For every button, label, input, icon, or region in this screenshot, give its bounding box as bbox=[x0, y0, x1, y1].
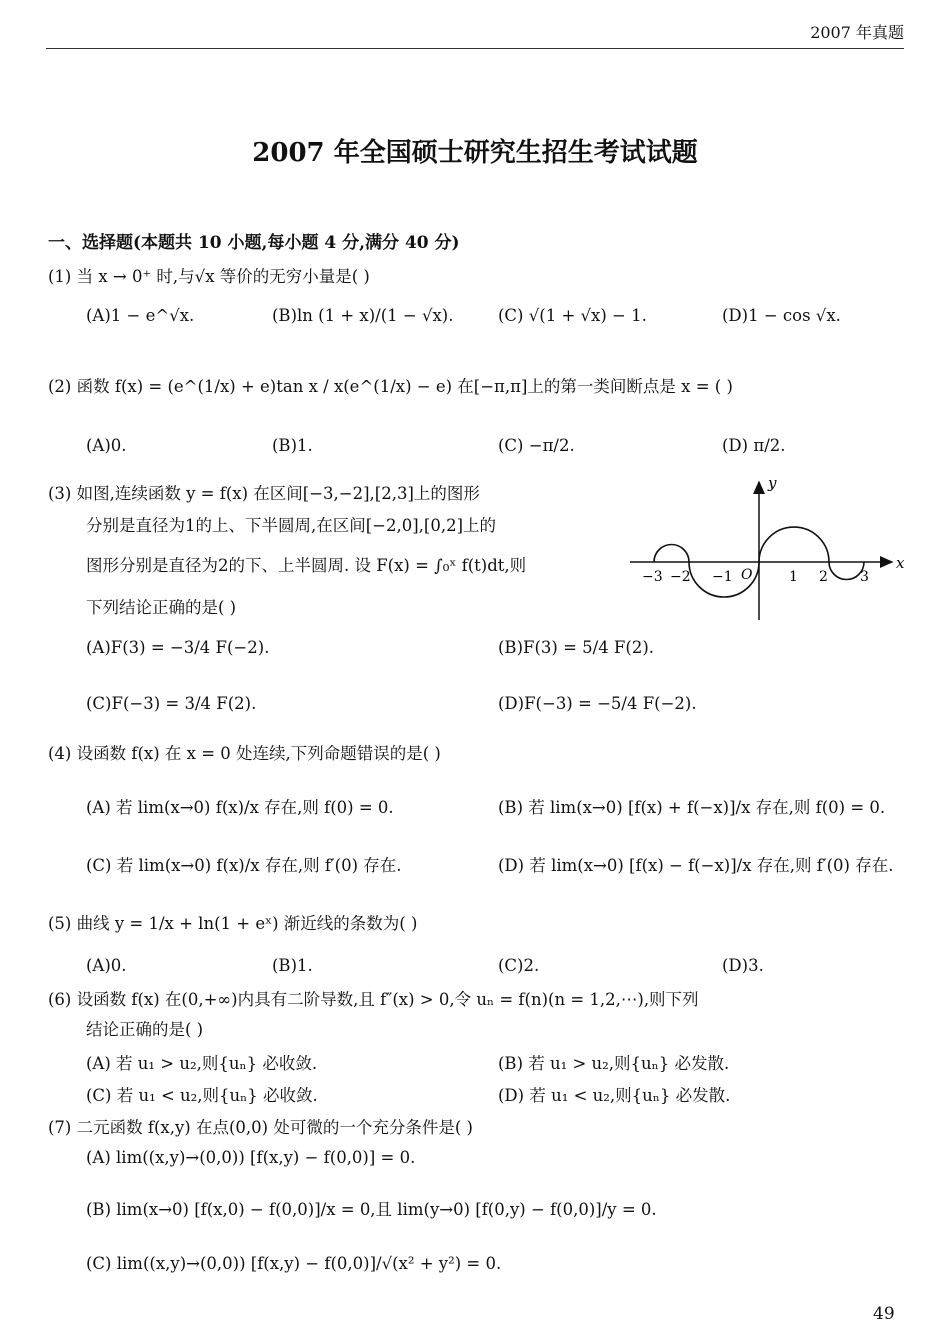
q4-option-a: (A) 若 lim(x→0) f(x)/x 存在,则 f(0) = 0. bbox=[86, 798, 394, 817]
tick-label: 2 bbox=[819, 569, 828, 585]
curve-upper-semicircle-right bbox=[759, 527, 829, 562]
q1-option-a: (A)1 − e^√x. bbox=[86, 306, 195, 325]
y-axis-label: y bbox=[768, 474, 777, 492]
question-1-stem: (1) 当 x → 0⁺ 时,与√x 等价的无穷小量是( ) bbox=[48, 267, 370, 286]
q3-option-d: (D)F(−3) = −5/4 F(−2). bbox=[498, 694, 697, 713]
running-header: 2007 年真题 bbox=[810, 23, 904, 42]
q3-option-a: (A)F(3) = −3/4 F(−2). bbox=[86, 638, 270, 657]
question-5-stem: (5) 曲线 y = 1/x + ln(1 + eˣ) 渐近线的条数为( ) bbox=[48, 914, 418, 933]
question-3-line2: 分别是直径为1的上、下半圆周,在区间[−2,0],[0,2]上的 bbox=[86, 516, 497, 535]
page-number: 49 bbox=[873, 1304, 895, 1324]
q3-option-b: (B)F(3) = 5/4 F(2). bbox=[498, 638, 655, 657]
q2-option-c: (C) −π/2. bbox=[498, 436, 575, 455]
q3-option-c: (C)F(−3) = 3/4 F(2). bbox=[86, 694, 257, 713]
question-6-line1: (6) 设函数 f(x) 在(0,+∞)内具有二阶导数,且 f″(x) > 0,令 uₙ = f(n)(n = 1,2,⋯),则下列 bbox=[48, 990, 699, 1009]
origin-label: O bbox=[741, 567, 753, 583]
q2-option-a: (A)0. bbox=[86, 436, 127, 455]
q3-function-graph bbox=[620, 470, 910, 625]
q7-option-b: (B) lim(x→0) [f(x,0) − f(0,0)]/x = 0,且 lim(y→0) [f(0,y) − f(0,0)]/y = 0. bbox=[86, 1200, 657, 1219]
x-axis-label: x bbox=[896, 554, 905, 572]
q7-option-a: (A) lim((x,y)→(0,0)) [f(x,y) − f(0,0)] = 0. bbox=[86, 1148, 416, 1167]
q2-option-d: (D) π/2. bbox=[722, 436, 786, 455]
q5-option-c: (C)2. bbox=[498, 956, 540, 975]
q1-option-c: (C) √(1 + √x) − 1. bbox=[498, 306, 647, 325]
tick-label: 3 bbox=[860, 569, 869, 585]
question-4-stem: (4) 设函数 f(x) 在 x = 0 处连续,下列命题错误的是( ) bbox=[48, 744, 441, 763]
q5-option-d: (D)3. bbox=[722, 956, 764, 975]
q6-option-c: (C) 若 u₁ < u₂,则{uₙ} 必收敛. bbox=[86, 1086, 318, 1105]
tick-label: 1 bbox=[789, 569, 798, 585]
q7-option-c: (C) lim((x,y)→(0,0)) [f(x,y) − f(0,0)]/√(x² + y²) = 0. bbox=[86, 1254, 502, 1273]
curve-lower-semicircle-right bbox=[829, 562, 864, 580]
header-rule bbox=[46, 48, 904, 49]
q5-option-a: (A)0. bbox=[86, 956, 127, 975]
q1-option-d: (D)1 − cos √x. bbox=[722, 306, 841, 325]
q4-option-c: (C) 若 lim(x→0) f(x)/x 存在,则 f′(0) 存在. bbox=[86, 856, 402, 875]
tick-label: −1 bbox=[712, 569, 733, 585]
curve-upper-semicircle-left bbox=[654, 545, 689, 563]
question-6-line2: 结论正确的是( ) bbox=[86, 1020, 204, 1039]
tick-label: −3 bbox=[642, 569, 663, 585]
question-2-stem: (2) 函数 f(x) = (e^(1/x) + e)tan x / x(e^(1/x) − e) 在[−π,π]上的第一类间断点是 x = ( ) bbox=[48, 377, 733, 396]
question-3-line1: (3) 如图,连续函数 y = f(x) 在区间[−3,−2],[2,3]上的图形 bbox=[48, 484, 480, 503]
q6-option-d: (D) 若 u₁ < u₂,则{uₙ} 必发散. bbox=[498, 1086, 731, 1105]
q6-option-b: (B) 若 u₁ > u₂,则{uₙ} 必发散. bbox=[498, 1054, 730, 1073]
question-7-stem: (7) 二元函数 f(x,y) 在点(0,0) 处可微的一个充分条件是( ) bbox=[48, 1118, 473, 1137]
q5-option-b: (B)1. bbox=[272, 956, 313, 975]
q6-option-a: (A) 若 u₁ > u₂,则{uₙ} 必收敛. bbox=[86, 1054, 318, 1073]
question-3-line3: 图形分别是直径为2的下、上半圆周. 设 F(x) = ∫₀ˣ f(t)dt,则 bbox=[86, 556, 527, 575]
q1-option-b: (B)ln (1 + x)/(1 − √x). bbox=[272, 306, 454, 325]
page-title: 2007 年全国硕士研究生招生考试试题 bbox=[252, 138, 698, 168]
tick-label: −2 bbox=[670, 569, 691, 585]
question-3-line4: 下列结论正确的是( ) bbox=[86, 598, 237, 617]
q4-option-b: (B) 若 lim(x→0) [f(x) + f(−x)]/x 存在,则 f(0) = 0. bbox=[498, 798, 886, 817]
section-heading: 一、选择题(本题共 10 小题,每小题 4 分,满分 40 分) bbox=[48, 233, 460, 253]
q2-option-b: (B)1. bbox=[272, 436, 313, 455]
q4-option-d: (D) 若 lim(x→0) [f(x) − f(−x)]/x 存在,则 f′(0) 存在. bbox=[498, 856, 894, 875]
